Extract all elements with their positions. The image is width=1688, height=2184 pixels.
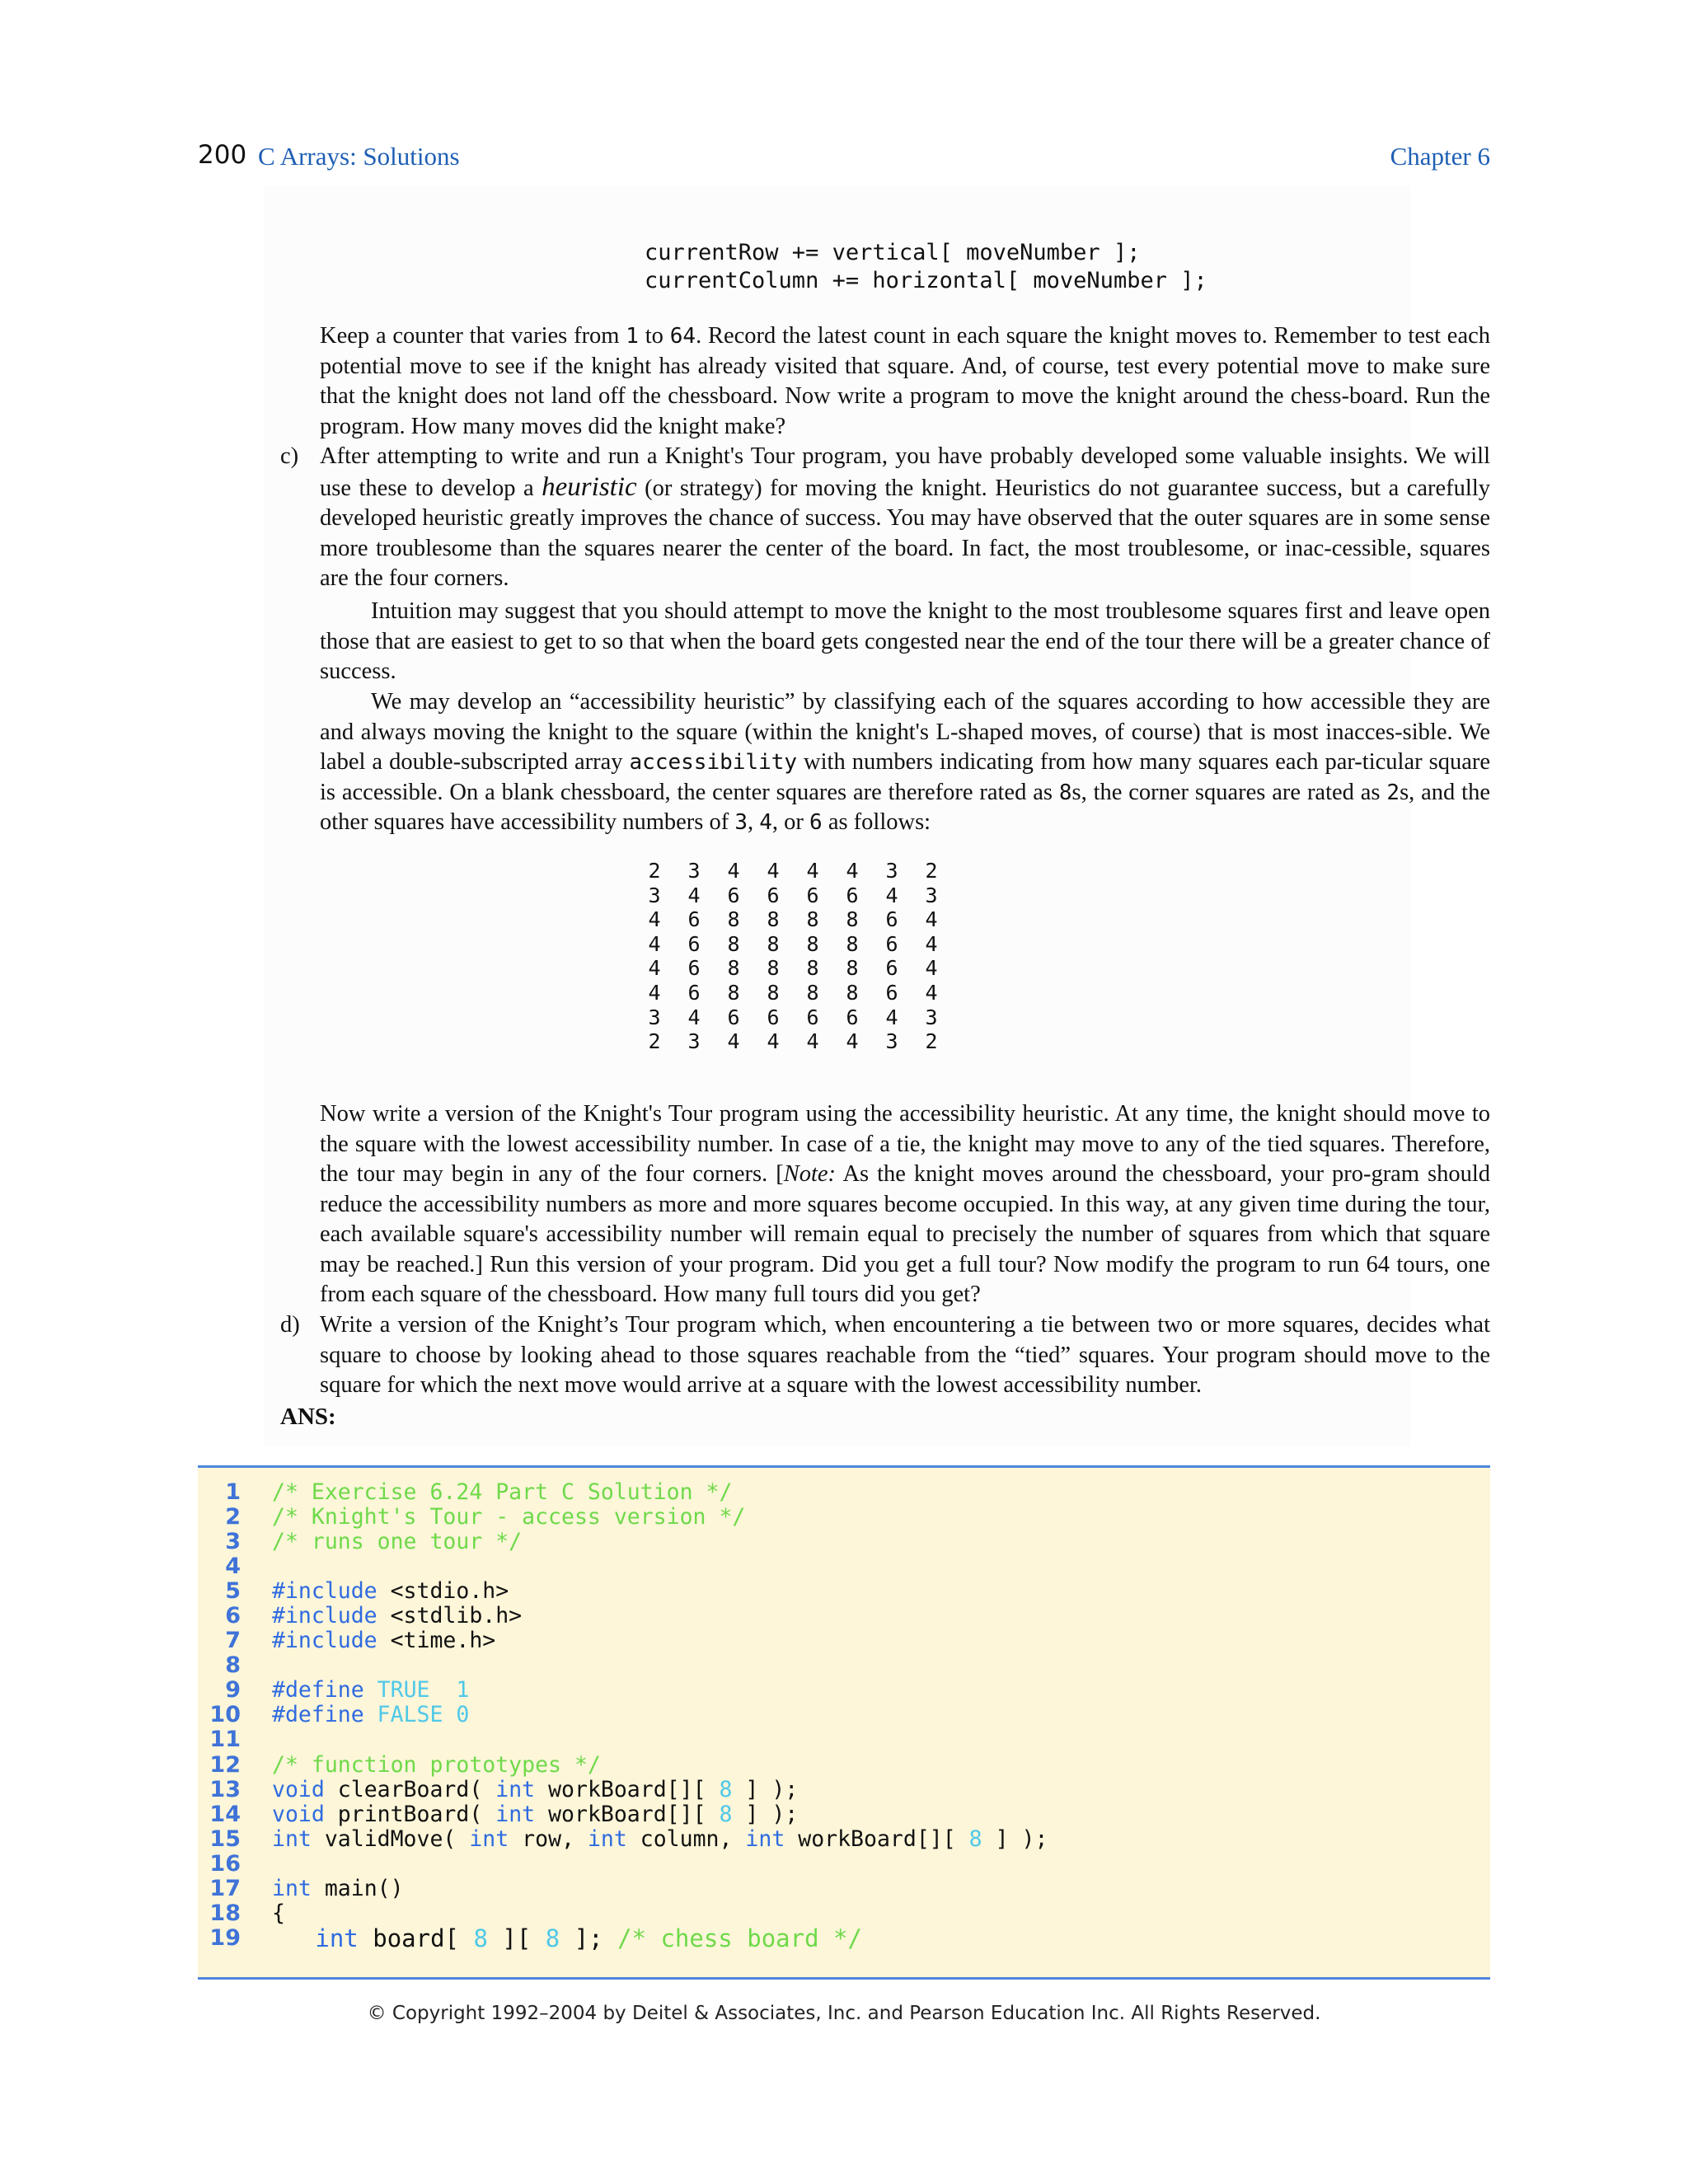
matrix-cell: 4 xyxy=(925,931,938,956)
code-token: #define xyxy=(272,1677,364,1704)
code-token: #include xyxy=(272,1603,377,1629)
matrix-row xyxy=(635,1005,951,1030)
matrix-cell: 6 xyxy=(885,931,898,956)
line-number: 1 xyxy=(225,1479,241,1505)
code-token: 8 xyxy=(719,1776,733,1802)
matrix-row xyxy=(635,859,951,883)
matrix-cell: 6 xyxy=(846,1005,859,1029)
code-text xyxy=(272,1677,469,1703)
code-token: column, xyxy=(626,1825,746,1852)
matrix-cell: 2 xyxy=(925,1029,938,1054)
page-header xyxy=(198,140,1490,176)
line-number: 2 xyxy=(225,1503,241,1530)
matrix-cell: 8 xyxy=(806,931,819,956)
matrix-cell: 4 xyxy=(885,883,898,907)
text-run: Now write a version of the Knight's Tour program using the accessibility heuristic. At any time, the knight should move to the square with the lowest accessibility number. In case of a tie, the knight may move to any of the tied squares. Therefore, the tour may begin in any of the four corners. [ xyxy=(320,1101,1490,1187)
line-number: 11 xyxy=(209,1727,241,1753)
line-number: 15 xyxy=(209,1825,241,1852)
matrix-cell: 6 xyxy=(885,956,898,981)
intuition-paragraph: Intuition may suggest that you should attempt to move the knight to the most troublesome squares first and leave open those that are easiest to get to so that when the board gets congested near the end of the tour there will be a greater chance of success. xyxy=(320,598,1490,684)
heuristic-version-paragraph xyxy=(320,1099,1490,1310)
matrix-row xyxy=(635,956,951,981)
text-run: As the knight moves around the chessboard, your pro-gram should reduce the accessibility numbers as more and more squares become occupied. In this way, at any given time during the tour, each available square's accessibility number will remain equal to precisely the number of squares from which that square may be reached.] Run this version of your program. Did you get a full tour? Now modify the program to run 64 tours, one from each square of the chessboard. How many full tours did you get? xyxy=(320,1161,1490,1307)
code-token: workBoard[][ xyxy=(535,1776,720,1802)
code-line xyxy=(198,1752,1490,1777)
inline-code: 6 xyxy=(809,810,823,835)
text-run: We may develop an “accessibility heuristic” by classifying each of the squares according to how accessible they are and always moving the knight to the square (within the knight's L-shaped moves, of course) that is most inacces-sible. We label a double-subscripted array xyxy=(320,689,1490,775)
code-token: 8 xyxy=(719,1801,733,1827)
code-line xyxy=(198,1703,1490,1727)
line-number: 3 xyxy=(225,1528,241,1554)
matrix-cell: 8 xyxy=(727,956,740,981)
code-token: FALSE 0 xyxy=(377,1702,470,1728)
inline-code: 4 xyxy=(759,810,772,835)
matrix-cell: 3 xyxy=(648,1005,661,1029)
text-run: . Record the latest count in each square the knight moves to. Remember to test each potential move to see if the knight has already visited that square. And, of course, test every potential move to make sure that the knight does not land off the chessboard. Now write a program to move the knight around the chess-board. Run the program. How many moves did the knight make? xyxy=(320,323,1490,439)
matrix-cell: 4 xyxy=(687,1005,701,1029)
code-token xyxy=(272,1924,315,1952)
line-number: 9 xyxy=(225,1677,241,1704)
matrix-cell: 8 xyxy=(806,907,819,932)
snippet-line: currentRow += vertical[ moveNumber ]; xyxy=(645,240,1141,265)
matrix-cell: 4 xyxy=(846,1029,859,1054)
code-text xyxy=(272,1924,862,1952)
text-run: s, the corner squares are rated as xyxy=(1071,779,1387,805)
code-lines xyxy=(198,1479,1490,1951)
code-listing xyxy=(198,1465,1490,1980)
text-run: (or strategy) for moving the knight. Heuristics do not guarantee success, but a carefully developed heuristic greatly improves the chance of success. You may have observed that the outer squares are in some sense more troublesome than the squares nearer the center of the board. In fact, the most troublesome, or inac-cessible, squares are the four corners. xyxy=(320,475,1491,591)
matrix-cell: 6 xyxy=(806,1005,819,1029)
page-number: 200 xyxy=(198,140,247,170)
matrix-cell: 8 xyxy=(806,980,819,1005)
code-token: /* Knight's Tour - access version */ xyxy=(272,1503,746,1530)
code-token: int xyxy=(745,1825,785,1852)
text-run: s, and the other squares have accessibility numbers of xyxy=(320,779,1490,835)
text-run: with numbers indicating from how many squares each par-ticular square is accessible. On a blank chessboard, the center squares are therefore rated as xyxy=(320,749,1491,805)
code-token: ] ); xyxy=(732,1776,799,1802)
code-text xyxy=(272,1504,745,1530)
part-d-label: d) xyxy=(280,1312,300,1338)
code-line xyxy=(198,1901,1490,1926)
text-run: as follows: xyxy=(822,809,931,835)
line-number: 5 xyxy=(225,1577,241,1604)
matrix-cell: 4 xyxy=(767,1029,780,1054)
matrix-cell: 4 xyxy=(925,956,938,981)
inline-code: 2 xyxy=(1386,780,1400,805)
code-text xyxy=(272,1876,404,1901)
code-text xyxy=(272,1802,798,1827)
inline-code: 8 xyxy=(1058,780,1072,805)
matrix-cell: 6 xyxy=(727,1005,740,1029)
matrix-cell: 3 xyxy=(925,883,938,907)
part-c-paragraph xyxy=(320,442,1490,594)
matrix-cell: 8 xyxy=(846,980,859,1005)
note-label: Note: xyxy=(783,1161,837,1187)
chapter-label: Chapter 6 xyxy=(1390,142,1490,171)
line-number: 10 xyxy=(209,1702,241,1728)
matrix-cell: 6 xyxy=(687,931,701,956)
matrix-cell: 8 xyxy=(846,956,859,981)
code-token: ] ); xyxy=(982,1825,1048,1852)
snippet-line: currentColumn += horizontal[ moveNumber ]; xyxy=(645,268,1207,293)
code-line xyxy=(198,1554,1490,1578)
line-number: 13 xyxy=(209,1776,241,1802)
matrix-cell: 4 xyxy=(846,859,859,883)
matrix-row xyxy=(635,981,951,1005)
copyright-footer: © Copyright 1992–2004 by Deitel & Associates, Inc. and Pearson Education Inc. All Rights Reserved. xyxy=(367,2003,1321,2024)
matrix-cell: 4 xyxy=(885,1005,898,1029)
matrix-cell: 6 xyxy=(687,956,701,981)
code-line xyxy=(198,1877,1490,1901)
code-token xyxy=(364,1677,377,1703)
line-number: 6 xyxy=(225,1603,241,1629)
code-line xyxy=(198,1777,1490,1802)
code-snippet xyxy=(645,239,1207,295)
matrix-cell: 2 xyxy=(648,1029,661,1054)
matrix-cell: 4 xyxy=(648,956,661,981)
code-token: int xyxy=(315,1924,359,1952)
line-number: 8 xyxy=(225,1652,241,1679)
matrix-cell: 6 xyxy=(767,1005,780,1029)
code-token: void xyxy=(272,1776,325,1802)
code-token: /* Exercise 6.24 Part C Solution */ xyxy=(272,1479,733,1505)
line-number: 4 xyxy=(225,1553,241,1579)
matrix-cell: 4 xyxy=(687,883,701,907)
running-title: C Arrays: Solutions xyxy=(258,142,460,171)
code-line xyxy=(198,1653,1490,1678)
matrix-row xyxy=(635,907,951,932)
code-token: 8 xyxy=(968,1825,982,1852)
text-run: , xyxy=(748,809,760,835)
code-line xyxy=(198,1926,1490,1951)
matrix-cell: 6 xyxy=(806,883,819,907)
code-token: #include xyxy=(272,1628,377,1654)
code-token: TRUE 1 xyxy=(377,1677,470,1704)
code-token: int xyxy=(272,1825,312,1852)
matrix-cell: 4 xyxy=(806,1029,819,1054)
code-token: <stdlib.h> xyxy=(377,1603,523,1629)
inline-code: 3 xyxy=(734,810,748,835)
matrix-cell: 2 xyxy=(648,859,661,883)
matrix-cell: 6 xyxy=(885,907,898,932)
matrix-row xyxy=(635,1029,951,1054)
line-number: 14 xyxy=(209,1801,241,1827)
code-token: int xyxy=(469,1825,509,1852)
code-line xyxy=(198,1504,1490,1529)
matrix-cell: 6 xyxy=(767,883,780,907)
matrix-cell: 6 xyxy=(846,883,859,907)
code-line xyxy=(198,1479,1490,1504)
accessibility-matrix xyxy=(635,859,951,1054)
code-token: ] ); xyxy=(732,1801,799,1827)
code-text xyxy=(272,1603,522,1629)
code-line xyxy=(198,1529,1490,1554)
code-token: printBoard( xyxy=(324,1801,496,1827)
code-text xyxy=(272,1900,285,1926)
line-number: 16 xyxy=(209,1850,241,1877)
matrix-cell: 4 xyxy=(925,907,938,932)
matrix-cell: 3 xyxy=(885,1029,898,1054)
matrix-cell: 4 xyxy=(727,1029,740,1054)
code-text xyxy=(272,1479,732,1505)
matrix-cell: 4 xyxy=(648,907,661,932)
line-number: 19 xyxy=(209,1925,241,1952)
matrix-cell: 6 xyxy=(885,980,898,1005)
code-token: <time.h> xyxy=(377,1628,496,1654)
code-line xyxy=(198,1802,1490,1826)
code-token: 8 xyxy=(473,1924,488,1952)
code-token: int xyxy=(272,1876,312,1902)
paragraph-counter xyxy=(320,321,1490,442)
line-number: 18 xyxy=(209,1900,241,1927)
matrix-cell: 8 xyxy=(767,956,780,981)
matrix-cell: 3 xyxy=(885,859,898,883)
matrix-cell: 3 xyxy=(687,1029,701,1054)
inline-code: accessibility xyxy=(629,750,798,775)
text-run: , or xyxy=(771,809,810,835)
code-token: ][ xyxy=(487,1924,546,1952)
code-token: /* function prototypes */ xyxy=(272,1751,601,1778)
code-token: { xyxy=(272,1900,285,1927)
matrix-cell: 3 xyxy=(687,859,701,883)
matrix-cell: 8 xyxy=(767,907,780,932)
emphasis-heuristic: heuristic xyxy=(542,471,637,502)
code-text xyxy=(272,1628,495,1653)
matrix-cell: 4 xyxy=(727,859,740,883)
accessibility-paragraph xyxy=(320,687,1490,838)
code-token: #include xyxy=(272,1577,377,1604)
code-token: <stdio.h> xyxy=(377,1577,509,1604)
matrix-cell: 4 xyxy=(767,859,780,883)
code-token: int xyxy=(495,1801,536,1827)
matrix-cell: 4 xyxy=(806,859,819,883)
code-token: clearBoard( xyxy=(324,1776,496,1802)
line-number: 17 xyxy=(209,1876,241,1902)
code-line xyxy=(198,1727,1490,1752)
answer-label: ANS: xyxy=(280,1404,336,1430)
code-text xyxy=(272,1702,469,1727)
matrix-cell: 8 xyxy=(767,980,780,1005)
matrix-cell: 8 xyxy=(846,907,859,932)
code-token: main() xyxy=(311,1876,404,1902)
matrix-cell: 6 xyxy=(687,980,701,1005)
text-run: to xyxy=(638,323,670,349)
code-line xyxy=(198,1851,1490,1876)
code-token: board[ xyxy=(358,1924,474,1952)
part-c-label: c) xyxy=(280,443,299,469)
code-token: 8 xyxy=(545,1924,560,1952)
part-d-paragraph: Write a version of the Knight’s Tour program which, when encountering a tie between two or more squares, decides what square to choose by looking ahead to those squares reachable from the “tied” squares. Your program should move to the square for which the next move would arrive at a square with the lowest accessibility number. xyxy=(320,1312,1490,1398)
matrix-row xyxy=(635,932,951,957)
matrix-cell: 8 xyxy=(727,907,740,932)
matrix-cell: 2 xyxy=(925,859,938,883)
code-token: /* chess board */ xyxy=(617,1924,862,1952)
matrix-cell: 3 xyxy=(648,883,661,907)
matrix-cell: 4 xyxy=(648,931,661,956)
code-token: validMove( xyxy=(311,1825,470,1852)
text-run: After attempting to write and run a Knight's Tour program, you have probably developed some valuable insights. We will use these to develop a xyxy=(320,443,1490,501)
code-token: int xyxy=(495,1776,536,1802)
matrix-cell: 6 xyxy=(727,883,740,907)
code-token: int xyxy=(587,1825,627,1852)
code-token: workBoard[][ xyxy=(535,1801,720,1827)
matrix-cell: 8 xyxy=(727,980,740,1005)
code-text xyxy=(272,1529,522,1554)
code-token: void xyxy=(272,1801,325,1827)
code-text xyxy=(272,1777,798,1802)
code-line xyxy=(198,1603,1490,1628)
text-run: Keep a counter that varies from xyxy=(320,323,626,349)
code-text xyxy=(272,1578,509,1604)
matrix-cell: 8 xyxy=(806,956,819,981)
code-line xyxy=(198,1678,1490,1703)
matrix-cell: 8 xyxy=(727,931,740,956)
code-line xyxy=(198,1578,1490,1603)
line-number: 7 xyxy=(225,1628,241,1654)
code-token: workBoard[][ xyxy=(785,1825,969,1852)
code-text xyxy=(272,1826,1048,1852)
matrix-cell: 6 xyxy=(687,907,701,932)
code-token: #define xyxy=(272,1702,364,1728)
code-token: row, xyxy=(509,1825,588,1852)
matrix-cell: 3 xyxy=(925,1005,938,1029)
matrix-cell: 4 xyxy=(648,980,661,1005)
code-line xyxy=(198,1826,1490,1851)
code-text xyxy=(272,1752,601,1778)
code-line xyxy=(198,1629,1490,1653)
matrix-row xyxy=(635,883,951,908)
code-token: /* runs one tour */ xyxy=(272,1528,523,1554)
matrix-cell: 8 xyxy=(846,931,859,956)
matrix-cell: 4 xyxy=(925,980,938,1005)
matrix-cell: 8 xyxy=(767,931,780,956)
code-token: ]; xyxy=(560,1924,618,1952)
inline-code: 64 xyxy=(669,324,696,349)
line-number: 12 xyxy=(209,1751,241,1778)
code-token xyxy=(364,1702,377,1727)
inline-code: 1 xyxy=(626,324,639,349)
